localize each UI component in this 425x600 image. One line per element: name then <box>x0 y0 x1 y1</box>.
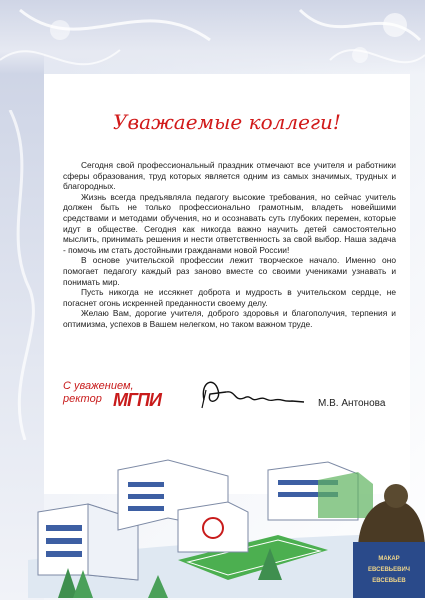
plaque-line-1: МАКАР <box>378 556 400 562</box>
signer-name: М.В. Антонова <box>318 398 386 409</box>
campus-illustration <box>28 440 425 598</box>
side-ornament-icon <box>0 110 44 440</box>
letter-body <box>63 160 396 330</box>
letter-title: Уважаемые коллеги! <box>113 110 341 134</box>
plaque-line-2: ЕВСЕВЬЕВИЧ <box>368 567 410 573</box>
paragraph-1: Сегодня свой профессиональный праздник отмечают все учителя и работники сферы образования, труд которых является одним из самых значимых, трудных и благородных. <box>63 160 396 192</box>
closing-line-1: С уважением, <box>63 380 134 392</box>
closing-line-2: ректор <box>63 393 102 405</box>
paragraph-4: Пусть никогда не иссякнет доброта и мудрость в учительском сердце, не погаснет огонь искренней преданности своему делу. <box>63 287 396 308</box>
paragraph-5: Желаю Вам, дорогие учителя, доброго здоровья и благополучия, терпения и оптимизма, успехов в Вашем нелегком, но таком важном труде. <box>63 308 396 329</box>
building-3 <box>178 502 248 552</box>
signature-icon <box>196 372 308 410</box>
university-logo: МГПИ <box>113 390 161 410</box>
paragraph-3: В основе учительской профессии лежит творческое начало. Именно оно помогает педагогу каждый раз заново вместе со своими учениками узнавать и понимать мир. <box>63 255 396 287</box>
paragraph-2: Жизнь всегда предъявляла педагогу высокие требования, но сейчас учитель должен быть не только профессионально грамотным, владеть новейшими средствами и методами обучения, но и осознавать суть глубоких перемен, которые идут в обществе. Сегодня как никогда важно научить детей самостоятельно мыслить, принимать решения и нести ответственность за свой выбор. Наша задача - помочь им стать достойными гражданами новой России! <box>63 191 396 255</box>
plaque-line-3: ЕВСЕВЬЕВ <box>372 578 406 584</box>
